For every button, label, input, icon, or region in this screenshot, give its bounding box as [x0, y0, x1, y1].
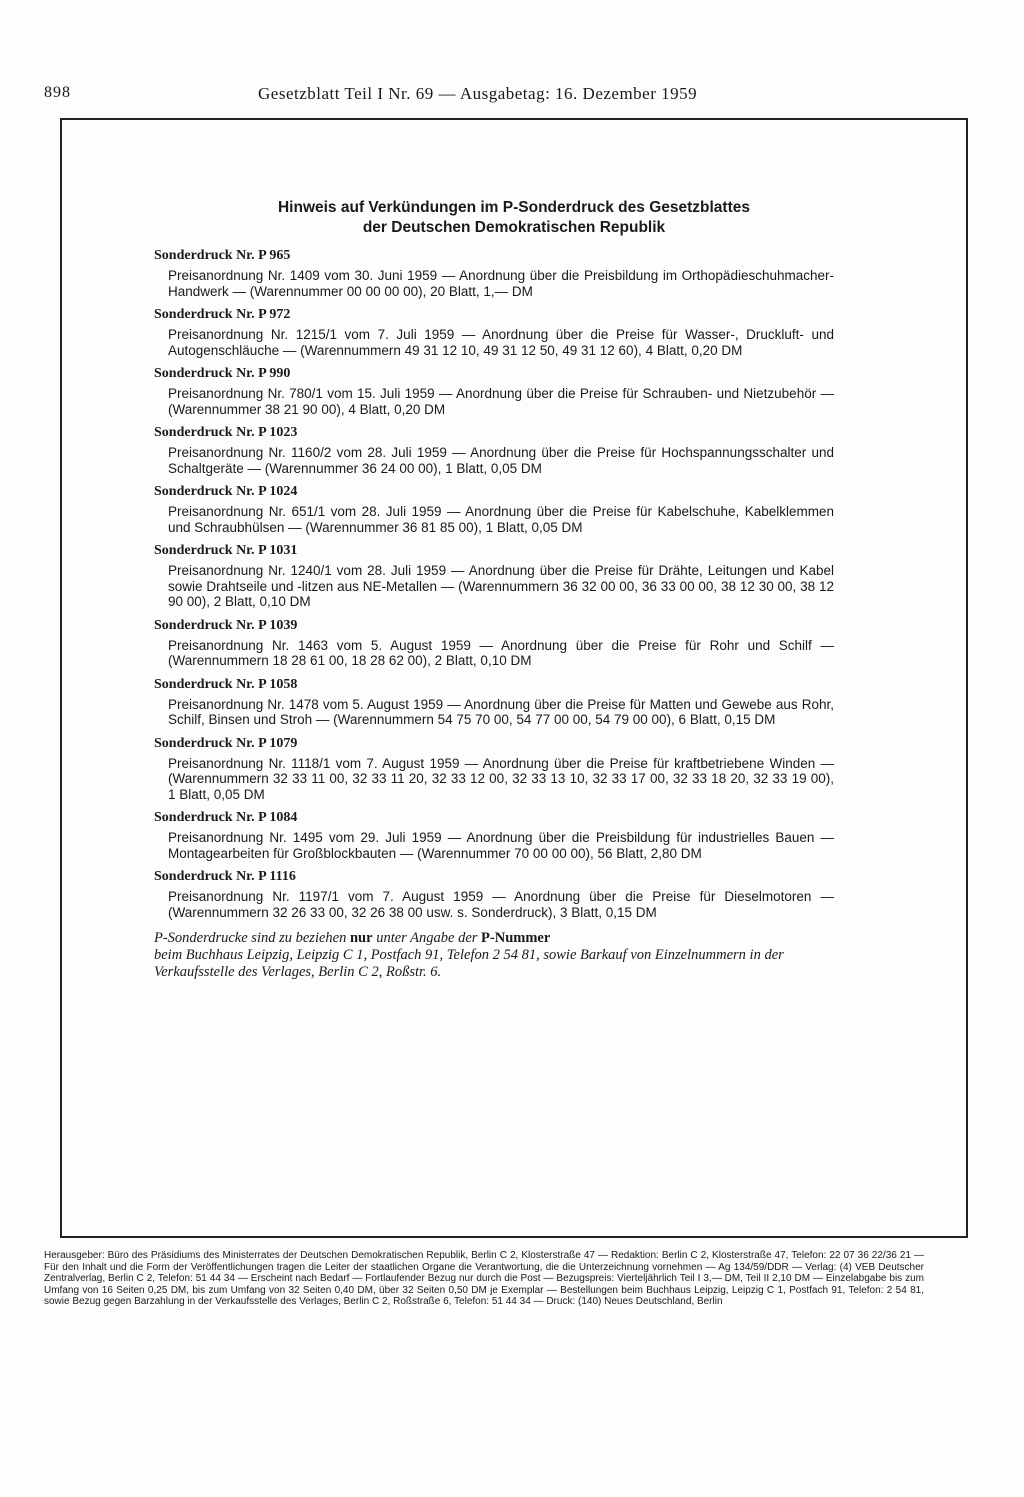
- list-item: [154, 366, 834, 417]
- ordering-note-text: P-Sonderdrucke sind zu beziehen: [154, 930, 350, 946]
- entry-text: Preisanordnung Nr. 1160/2 vom 28. Juli 1959 — Anordnung über die Preise für Hochspannungsschalter und Schaltgeräte — (Warennummer 36 24 00 00), 1 Blatt, 0,05 DM: [168, 445, 834, 476]
- list-item: [154, 425, 834, 476]
- entry-heading: Sonderdruck Nr. P 972: [154, 307, 291, 322]
- ordering-note: [154, 930, 834, 981]
- entry-text: Preisanordnung Nr. 780/1 vom 15. Juli 1959 — Anordnung über die Preise für Schrauben- und Nietzubehör — (Warennummer 38 21 90 00), 4 Blatt, 0,20 DM: [168, 386, 834, 417]
- entry-text: Preisanordnung Nr. 1495 vom 29. Juli 1959 — Anordnung über die Preisbildung für industrielles Bauen — Montagearbeiten für Großblockbauten — (Warennummer 70 00 00 00), 56 Blatt, 2,80 DM: [168, 830, 834, 861]
- entry-text: Preisanordnung Nr. 1240/1 vom 28. Juli 1959 — Anordnung über die Preise für Drähte, Leitungen und Kabel sowie Drahtseile und -litzen aus NE-Metallen — (Warennummern 36 32 00 00, 36 33 00 00, 38 12 30 00, 38 12 90 00), 2 Blatt, 0,10 DM: [168, 563, 834, 609]
- entry-text: Preisanordnung Nr. 1215/1 vom 7. Juli 1959 — Anordnung über die Preise für Wasser-, Druckluft- und Autogenschläuche — (Warennummern 49 31 12 10, 49 31 12 50, 49 31 12 60), 4 Blatt, 0,20 DM: [168, 327, 834, 358]
- list-item: [154, 543, 834, 610]
- entry-text: Preisanordnung Nr. 1409 vom 30. Juni 1959 — Anordnung über die Preisbildung im Orthopädieschuhmacher-Handwerk — (Warennummer 00 00 00 00), 20 Blatt, 1,— DM: [168, 268, 834, 299]
- entry-heading: Sonderdruck Nr. P 1031: [154, 543, 298, 558]
- notice-title: [62, 198, 966, 238]
- notice-frame: [60, 118, 968, 1238]
- list-item: [154, 869, 834, 920]
- list-item: [154, 810, 834, 861]
- list-item: [154, 307, 834, 358]
- notice-title-line-1: Hinweis auf Verkündungen im P-Sonderdruck des Gesetzblattes: [277, 199, 750, 216]
- entry-heading: Sonderdruck Nr. P 1039: [154, 617, 298, 633]
- entry-heading: Sonderdruck Nr. P 1116: [154, 869, 296, 884]
- entry-heading: Sonderdruck Nr. P 1023: [154, 425, 298, 440]
- entry-text: Preisanordnung Nr. 1197/1 vom 7. August 1959 — Anordnung über die Preise für Dieselmotoren — (Warennummern 32 26 33 00, 32 26 38 00 usw. s. Sonderdruck), 3 Blatt, 0,15 DM: [168, 889, 834, 920]
- list-item: [154, 618, 834, 669]
- entry-text: Preisanordnung Nr. 1478 vom 5. August 1959 — Anordnung über die Preise für Matten und Gewebe aus Rohr, Schilf, Binsen und Stroh — (Warennummern 54 75 70 00, 54 77 00 00, 54 79 00 00), 6 Blatt, 0,15 DM: [168, 696, 834, 727]
- page-header-title: Gesetzblatt Teil I Nr. 69 — Ausgabetag: 16. Dezember 1959: [258, 84, 698, 103]
- entry-text: Preisanordnung Nr. 1118/1 vom 7. August 1959 — Anordnung über die Preise für kraftbetriebene Winden — (Warennummern 32 33 11 00, 32 33 11 20, 32 33 12 00, 32 33 13 10, 32 33 17 00, 32 33 18 20, 32 33 19 00), 1 Blatt, 0,05 DM: [168, 755, 834, 802]
- ordering-note-emphasis: P-Nummer: [481, 930, 551, 946]
- ordering-note-text: unter Angabe der: [372, 930, 482, 946]
- entry-heading: Sonderdruck Nr. P 1079: [154, 735, 298, 751]
- imprint: Herausgeber: Büro des Präsidiums des Ministerrates der Deutschen Demokratischen Republik, Berlin C 2, Klosterstraße 47 — Redaktion: Berlin C 2, Klosterstraße 47, Telefon: 22 07 36 22/36 21 — Für den Inhalt und die Form der Veröffentlichungen tragen die Leiter der staatlichen Organe die Verantwortung, die die Unterzeichnung vornehmen — Ag 134/59/DDR — Verlag: (4) VEB Deutscher Zentralverlag, Berlin C 2, Telefon: 51 44 34 — Erscheint nach Bedarf — Fortlaufender Bezug nur durch die Post — Bezugspreis: Vierteljährlich Teil I 3,— DM, Teil II 2,10 DM — Einzelabgabe bis zum Umfang von 16 Seiten 0,25 DM, bis zum Umfang von 32 Seiten 0,40 DM, über 32 Seiten 0,50 DM je Exemplar — Bestellungen beim Buchhaus Leipzig, Leipzig C 1, Postfach 91, Telefon: 2 54 81, sowie Bezug gegen Barzahlung in der Verkaufsstelle des Verlages, Berlin C 2, Roßstraße 6, Telefon: 51 44 34 — Druck: (140) Neues Deutschland, Berlin: [44, 1250, 924, 1307]
- entry-heading: Sonderdruck Nr. P 965: [154, 248, 291, 263]
- ordering-note-line-2: beim Buchhaus Leipzig, Leipzig C 1, Postfach 91, Telefon 2 54 81, sowie Barkauf von Einzelnummern in der Verkaufsstelle des Verlages, Berlin C 2, Roßstr. 6.: [154, 947, 784, 980]
- ordering-note-emphasis: nur: [349, 930, 373, 946]
- entry-heading: Sonderdruck Nr. P 1024: [154, 484, 298, 499]
- list-item: [154, 484, 834, 535]
- entry-heading: Sonderdruck Nr. P 1084: [154, 810, 298, 825]
- entry-text: Preisanordnung Nr. 651/1 vom 28. Juli 1959 — Anordnung über die Preise für Kabelschuhe, Kabelklemmen und Schraubhülsen — (Warennummer 36 81 85 00), 1 Blatt, 0,05 DM: [168, 504, 834, 535]
- ordering-note-line-1: [154, 930, 834, 947]
- list-item: [154, 736, 834, 803]
- list-item: [154, 677, 834, 728]
- page-number: 898: [44, 84, 71, 101]
- notice-title-line-2: der Deutschen Demokratischen Republik: [362, 219, 666, 236]
- entry-heading: Sonderdruck Nr. P 990: [154, 366, 291, 381]
- list-item: [154, 248, 834, 299]
- entry-text: Preisanordnung Nr. 1463 vom 5. August 1959 — Anordnung über die Preise für Rohr und Schilf — (Warennummern 18 28 61 00, 18 28 62 00), 2 Blatt, 0,10 DM: [168, 637, 834, 668]
- entry-heading: Sonderdruck Nr. P 1058: [154, 676, 298, 692]
- entry-list: [154, 248, 834, 981]
